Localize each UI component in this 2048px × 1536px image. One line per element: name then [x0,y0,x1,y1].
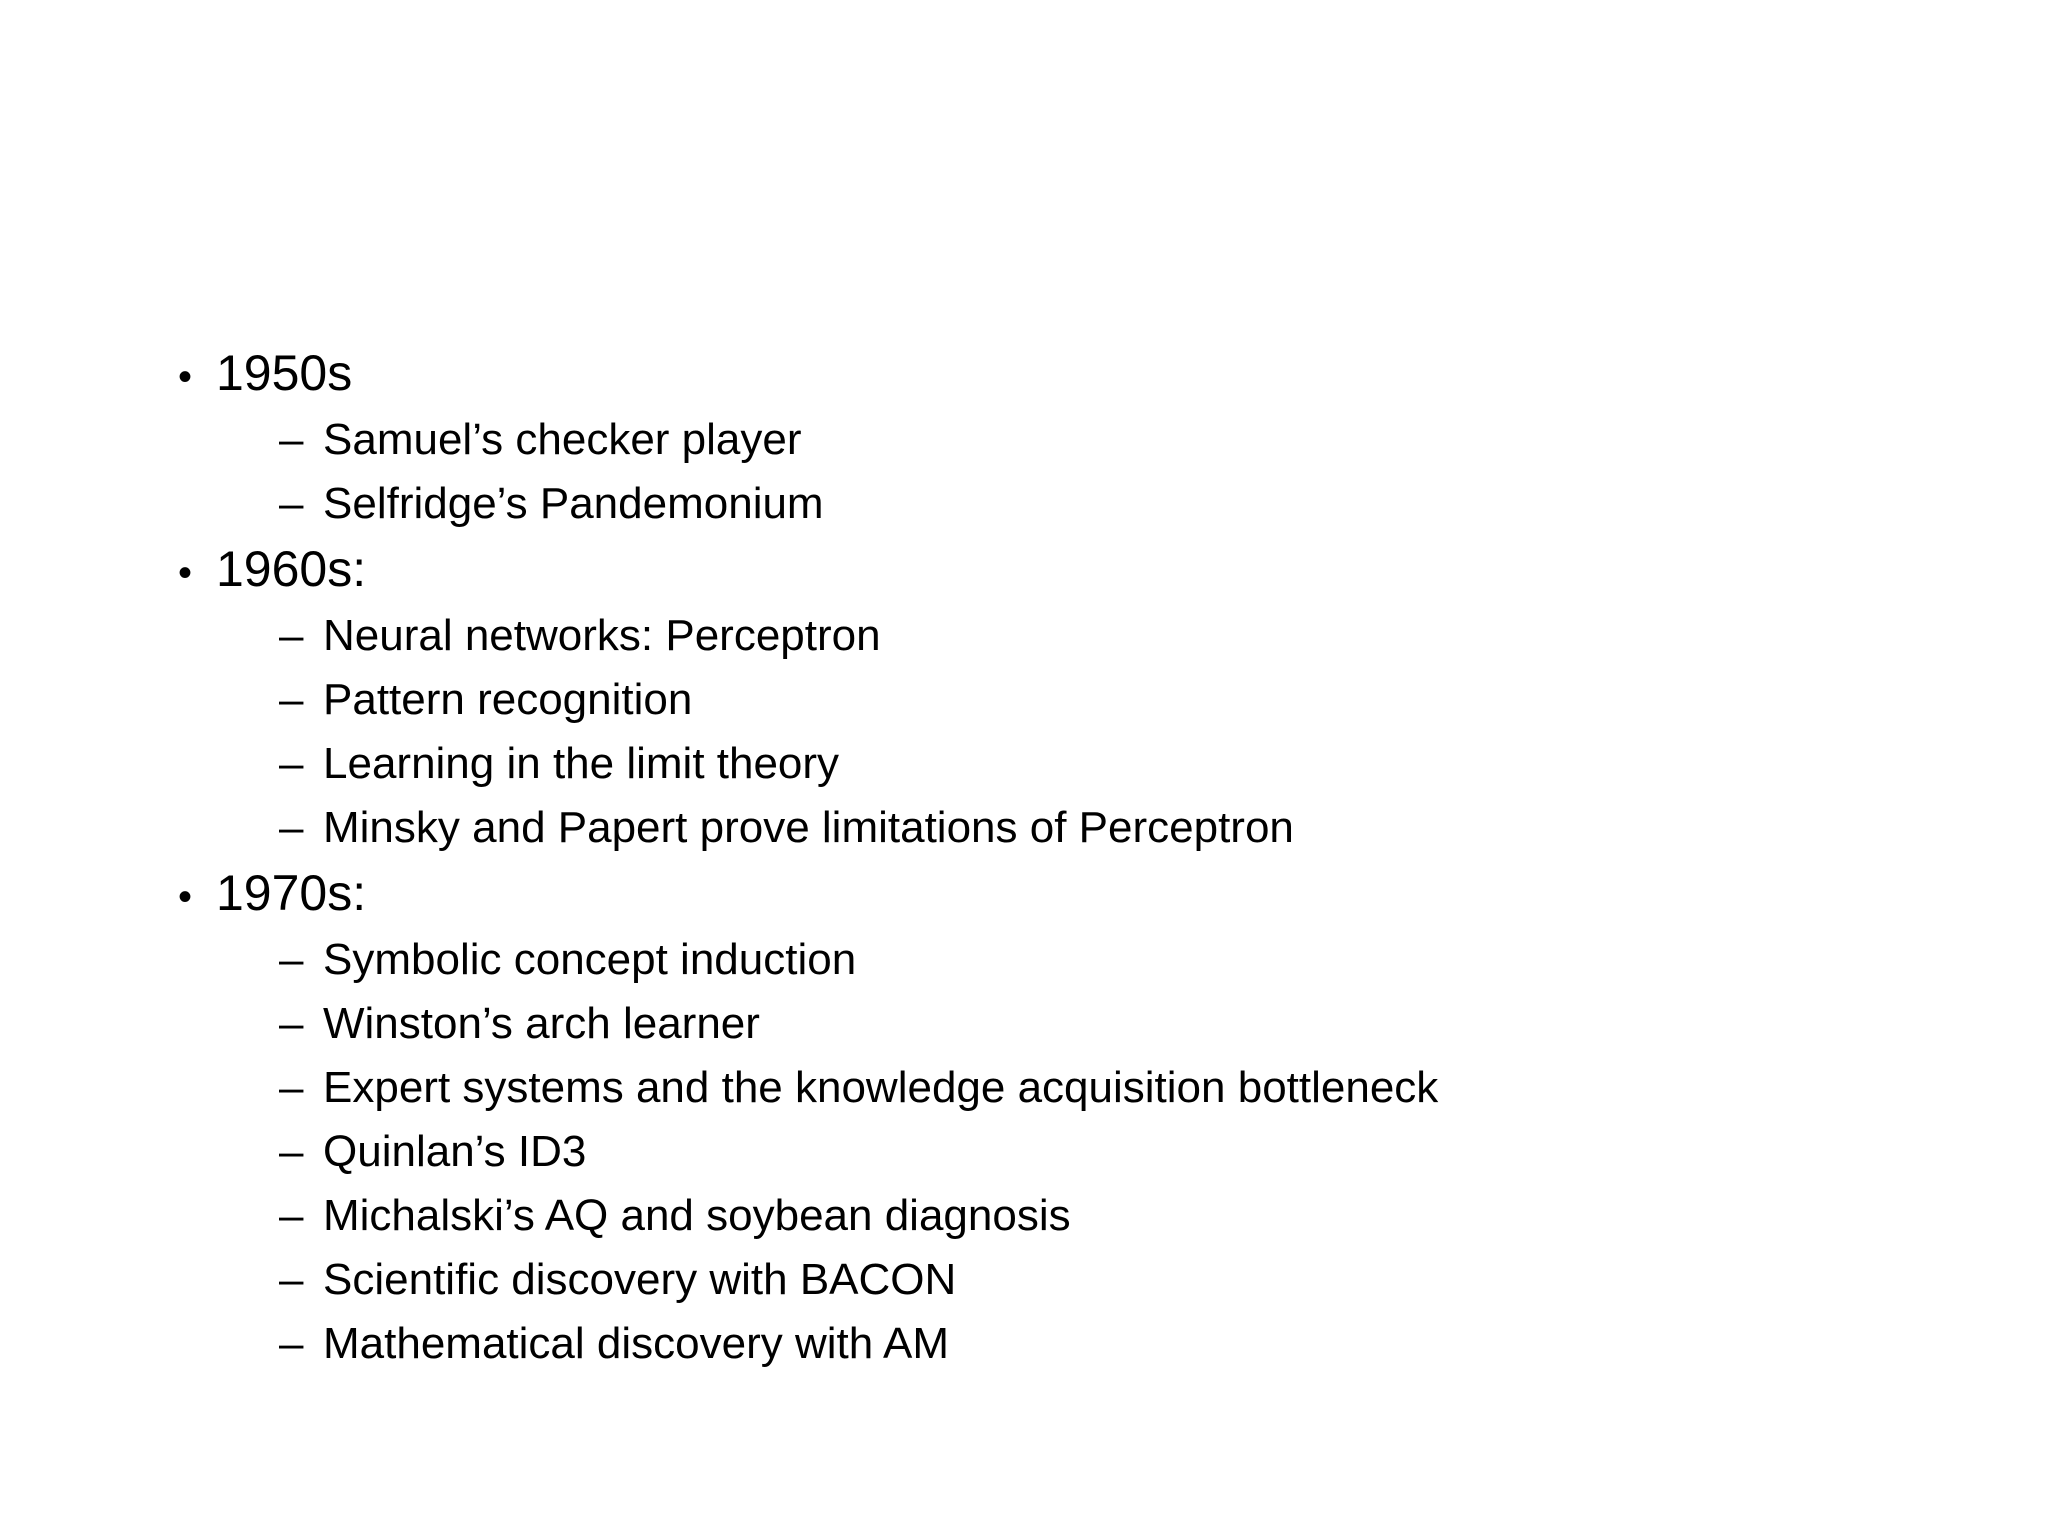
bullet-icon: • [178,875,193,919]
dash-icon: – [279,1127,304,1176]
section-1970s [178,860,1878,1376]
list-item [178,408,1878,472]
bullet-icon: • [178,355,193,399]
list-item-text: Selfridge’s Pandemonium [323,479,824,528]
dash-icon: – [279,611,304,660]
list-item-text: Michalski’s AQ and soybean diagnosis [323,1191,1071,1240]
list-item-text: Symbolic concept induction [323,935,857,984]
list-item-text: Quinlan’s ID3 [323,1127,587,1176]
level1-item [178,860,1878,928]
list-item-text: Mathematical discovery with AM [323,1319,949,1368]
list-item [178,604,1878,668]
level1-item [178,536,1878,604]
list-item [178,1184,1878,1248]
dash-icon: – [279,479,304,528]
list-item [178,1120,1878,1184]
dash-icon: – [279,1319,304,1368]
list-item [178,796,1878,860]
dash-icon: – [279,1063,304,1112]
section-heading: 1970s: [216,865,367,921]
list-item [178,472,1878,536]
sub-list [178,928,1878,1376]
dash-icon: – [279,1191,304,1240]
dash-icon: – [279,675,304,724]
section-1960s [178,536,1878,860]
list-item-text: Samuel’s checker player [323,415,802,464]
dash-icon: – [279,999,304,1048]
list-item-text: Expert systems and the knowledge acquisition bottleneck [323,1063,1439,1112]
dash-icon: – [279,935,304,984]
list-item-text: Learning in the limit theory [323,739,840,788]
section-heading: 1960s: [216,541,367,597]
list-item [178,1056,1878,1120]
list-item-text: Scientific discovery with BACON [323,1255,957,1304]
list-item [178,732,1878,796]
level1-item [178,340,1878,408]
sub-list [178,408,1878,536]
sub-list [178,604,1878,860]
section-heading: 1950s [216,345,353,401]
dash-icon: – [279,803,304,852]
dash-icon: – [279,415,304,464]
list-item-text: Winston’s arch learner [323,999,760,1048]
list-item [178,668,1878,732]
bullet-list [178,340,1878,1376]
list-item-text: Pattern recognition [323,675,693,724]
list-item [178,992,1878,1056]
dash-icon: – [279,1255,304,1304]
bullet-icon: • [178,551,193,595]
list-item [178,1248,1878,1312]
list-item-text: Minsky and Papert prove limitations of Perceptron [323,803,1294,852]
list-item [178,928,1878,992]
list-item-text: Neural networks: Perceptron [323,611,881,660]
section-1950s [178,340,1878,536]
list-item [178,1312,1878,1376]
dash-icon: – [279,739,304,788]
